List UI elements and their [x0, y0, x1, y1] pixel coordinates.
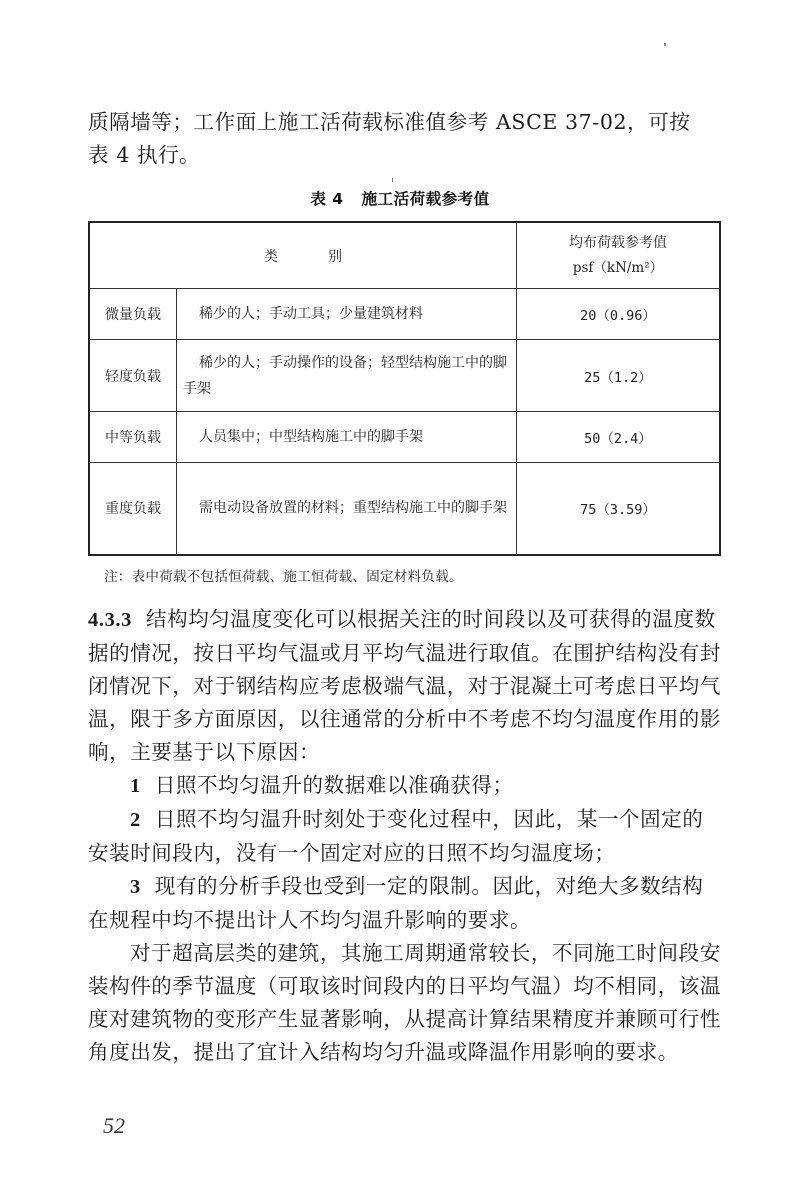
section-text: 结构均匀温度变化可以根据关注的时间段以及可获得的温度数据的情况，按日平均气温或月平均气温进行取值。在围护结构没有封闭情况下，对于钢结构应考虑极端气温，对于混凝土可考虑日平均气温，限于多方面原因，以往通常的分析中不考虑不均匀温度作用的影响，主要基于以下原因：	[88, 607, 721, 764]
row-description: 需电动设备放置的材料；重型结构施工中的脚手架	[177, 463, 517, 555]
table-header-row	[89, 222, 720, 289]
header-category-char-1: 类	[264, 248, 278, 265]
page-number: 52	[103, 1113, 125, 1138]
header-category	[89, 222, 517, 289]
section-number: 4.3.3	[88, 609, 132, 631]
row-category: 轻度负载	[89, 340, 177, 412]
intro-line-1: 质隔墙等；工作面上施工活荷载标准值参考 ASCE 37-02，可按	[88, 110, 691, 134]
item-number: 3	[130, 876, 141, 898]
row-value: 20（0.96）	[517, 289, 721, 340]
row-description: 稀少的人；手动工具；少量建筑材料	[177, 289, 517, 340]
intro-paragraph	[88, 106, 724, 172]
scan-speck	[664, 43, 666, 46]
row-category: 重度负载	[89, 463, 177, 555]
reason-item-2	[88, 803, 724, 870]
row-description: 稀少的人；手动操作的设备；轻型结构施工中的脚手架	[177, 340, 517, 412]
table-note: 注：表中荷载不包括恒荷载、施工恒荷载、固定材料负载。	[104, 569, 463, 585]
row-category: 中等负载	[89, 412, 177, 463]
header-value	[517, 222, 721, 289]
header-value-title: 均布荷载参考值	[569, 234, 667, 251]
section-4-3-3	[88, 603, 724, 1069]
item-number: 2	[130, 809, 141, 831]
intro-line-2: 表 4 执行。	[88, 143, 201, 167]
header-category-char-2: 别	[328, 248, 342, 265]
row-description: 人员集中；中型结构施工中的脚手架	[177, 412, 517, 463]
item-number: 1	[130, 775, 141, 797]
section-paragraph	[88, 603, 724, 769]
row-value: 50（2.4）	[517, 412, 721, 463]
table-row	[89, 463, 720, 555]
closing-paragraph: 对于超高层类的建筑，其施工周期通常较长，不同施工时间段安装构件的季节温度（可取该时间段内的日平均气温）均不相同，该温度对建筑物的变形产生显著影响，从提高计算结果精度并兼顾可行性角度出发，提出了宜计入结构均匀升温或降温作用影响的要求。	[88, 941, 721, 1064]
item-text: 现有的分析手段也受到一定的限制。因此，对绝大多数结构在规程中均不提出计人不均匀温升影响的要求。	[88, 874, 704, 932]
item-text: 日照不均匀温升时刻处于变化过程中，因此，某一个固定的安装时间段内，没有一个固定对应的日照不均匀温度场；	[88, 807, 704, 865]
reason-item-3	[88, 870, 724, 937]
table-row	[89, 412, 720, 463]
scan-speck	[392, 178, 393, 182]
table-caption	[0, 187, 800, 209]
table-number: 表 4	[310, 190, 344, 208]
table-row	[89, 340, 720, 412]
header-value-unit: psf（kN/m²）	[572, 259, 664, 276]
row-value: 25（1.2）	[517, 340, 721, 412]
reason-item-1	[88, 769, 724, 803]
row-category: 微量负载	[89, 289, 177, 340]
row-value: 75（3.59）	[517, 463, 721, 555]
table-title: 施工活荷载参考值	[361, 190, 490, 208]
load-reference-table	[88, 221, 721, 556]
item-text: 日照不均匀温升的数据难以准确获得；	[154, 773, 514, 797]
table-row	[89, 289, 720, 340]
